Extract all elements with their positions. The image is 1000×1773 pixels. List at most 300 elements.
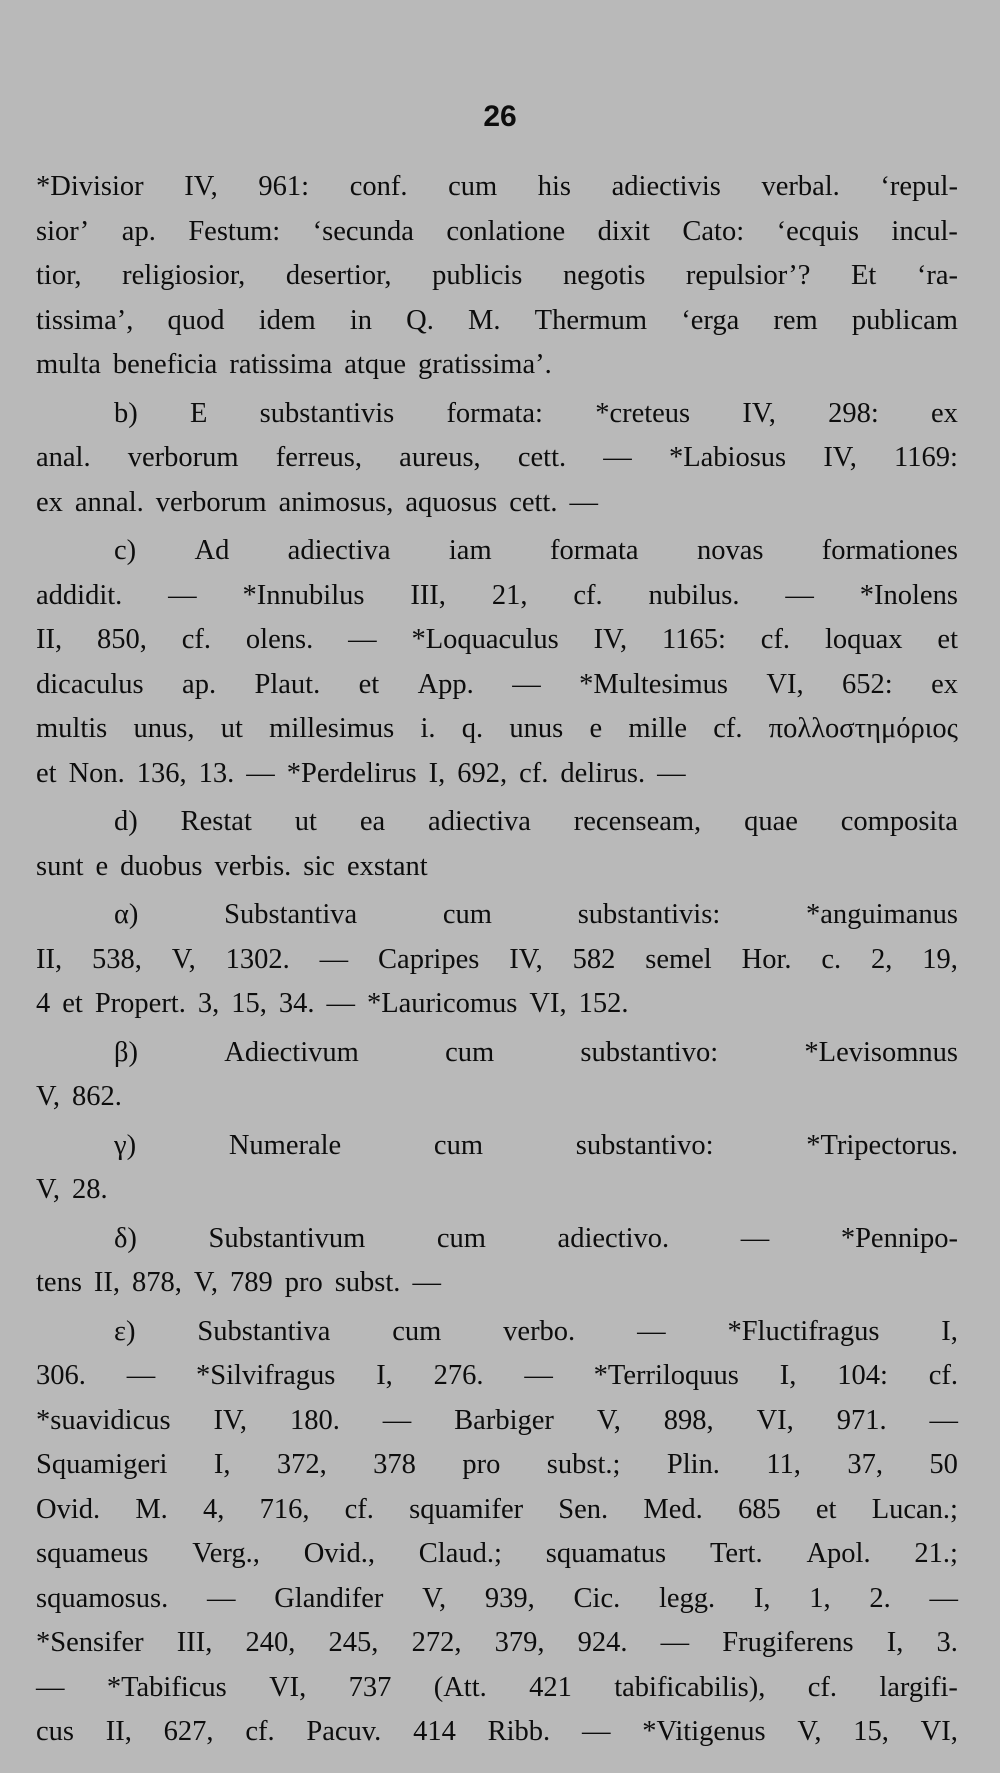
text-word: Frugiferens <box>722 1627 854 1658</box>
text-word: Plaut. <box>254 668 321 700</box>
text-word: cett. <box>509 486 558 518</box>
text-word: 37, <box>847 1449 883 1480</box>
text-word: dixit <box>597 215 650 247</box>
text-line <box>36 436 958 481</box>
text-word: Tert. <box>709 1538 763 1569</box>
text-word: publicis <box>432 260 523 291</box>
text-word: Q. <box>406 304 434 336</box>
text-word: tior, <box>36 260 82 291</box>
text-word: 789 <box>229 1267 273 1298</box>
text-word: 13. <box>198 757 235 789</box>
text-word: cum <box>433 1129 483 1161</box>
text-word: 152. <box>578 988 629 1019</box>
text-word: III, <box>410 579 446 611</box>
text-word: formata <box>549 535 639 566</box>
text-word: ap. <box>182 668 217 700</box>
text-word: 4, <box>203 1493 225 1525</box>
text-word: sior’ <box>36 215 90 247</box>
text-body <box>36 165 958 1755</box>
text-line <box>36 663 958 708</box>
text-word: cf. <box>573 579 603 611</box>
text-word: I, <box>376 1360 393 1391</box>
text-word: 372, <box>276 1449 327 1480</box>
text-line <box>36 1354 958 1399</box>
text-word: II, <box>105 1716 132 1747</box>
text-word: et <box>36 757 57 789</box>
text-line <box>36 574 958 619</box>
text-word: *Fluctifragus <box>727 1315 880 1347</box>
text-word: 1302. <box>225 943 290 975</box>
text-word: *Tripectorus. <box>806 1129 958 1161</box>
text-word: γ) <box>114 1129 137 1161</box>
text-word: idem <box>258 304 316 336</box>
text-word: E <box>189 397 208 429</box>
text-word: 306. <box>36 1360 86 1391</box>
text-line <box>36 1075 958 1120</box>
text-word: substantivo: <box>575 1129 714 1161</box>
text-word: pro <box>462 1449 501 1480</box>
text-line <box>36 938 958 983</box>
text-word: Thermum <box>534 304 648 336</box>
text-word: squamatus <box>545 1538 667 1569</box>
text-word: unus <box>509 713 564 744</box>
text-word: Cic. <box>573 1582 621 1614</box>
text-word: recenseam, <box>573 806 702 837</box>
text-line <box>36 1261 958 1306</box>
text-word: quod <box>167 304 225 336</box>
text-word: tabificabilis), <box>614 1671 766 1703</box>
text-word: V, <box>36 1081 61 1112</box>
text-word: Pacuv. <box>306 1716 382 1747</box>
text-word: IV, <box>742 397 776 429</box>
text-word: *Loquaculus <box>411 624 559 655</box>
text-word: substantivis: <box>577 899 721 930</box>
text-word: I, <box>428 757 446 789</box>
text-word: Lucan.; <box>871 1493 958 1525</box>
text-word: cf. <box>760 624 791 655</box>
text-word: *Innubilus <box>242 579 365 611</box>
text-word: legg. <box>658 1582 716 1614</box>
text-line <box>36 529 958 574</box>
text-word: 3. <box>936 1627 958 1658</box>
text-word: 276. <box>433 1360 484 1391</box>
text-word: ‘ecquis <box>776 215 859 247</box>
text-word: I, <box>213 1449 231 1480</box>
text-word: IV, <box>509 943 543 975</box>
text-word: 50 <box>929 1449 958 1480</box>
text-word: Substantiva <box>197 1315 331 1347</box>
text-word: I, <box>779 1360 797 1391</box>
text-word: — <box>660 1627 690 1658</box>
text-word: 4 <box>36 988 51 1019</box>
text-word: novas <box>696 535 764 566</box>
text-word: 19, <box>922 943 958 975</box>
text-line <box>36 392 958 437</box>
text-word: ratissima <box>229 349 333 380</box>
text-word: verbal. <box>761 171 840 202</box>
text-word: ex <box>36 486 63 518</box>
text-word: cus <box>36 1716 74 1747</box>
text-line <box>36 1488 958 1533</box>
text-word: cf. <box>807 1671 837 1703</box>
text-word: semel <box>645 943 712 975</box>
text-word: d) <box>114 806 138 837</box>
text-word: 862. <box>72 1081 122 1112</box>
text-word: ε) <box>114 1315 136 1347</box>
text-word: 34. <box>278 988 315 1019</box>
text-word: aquosus <box>405 486 498 518</box>
text-word: *Tabificus <box>106 1671 227 1703</box>
text-word: VI, <box>756 1404 794 1436</box>
text-word: aureus, <box>399 442 481 473</box>
text-word: iam <box>448 535 492 566</box>
text-word: cum <box>448 171 498 202</box>
text-word: 582 <box>572 943 616 975</box>
text-word: Claud.; <box>418 1538 502 1569</box>
text-word: *creteus <box>595 397 691 429</box>
text-word: 737 <box>348 1671 392 1703</box>
text-word: pro <box>284 1267 323 1298</box>
text-word: rem <box>773 304 818 336</box>
text-line <box>36 893 958 938</box>
text-word: (Att. <box>433 1671 487 1703</box>
text-word: 414 <box>413 1716 456 1747</box>
text-line <box>36 1443 958 1488</box>
text-word: Hor. <box>741 943 792 975</box>
text-word: — <box>319 943 349 975</box>
text-word: V, <box>171 943 196 975</box>
text-word: 15, <box>231 988 267 1019</box>
text-word: tens <box>36 1267 82 1298</box>
text-word: cf. <box>713 713 743 744</box>
text-line <box>36 1621 958 1666</box>
text-word: subst.; <box>546 1449 621 1480</box>
text-word: M. <box>135 1493 168 1525</box>
text-line <box>36 1666 958 1711</box>
text-word: II, <box>36 624 63 655</box>
text-word: ‘ra- <box>916 260 958 291</box>
text-word: sic <box>303 850 335 882</box>
text-word: V, <box>36 1174 61 1205</box>
text-word: VI, <box>529 988 567 1019</box>
text-word: — <box>657 757 686 789</box>
text-word: negotis <box>562 260 646 291</box>
text-word: formationes <box>821 535 958 566</box>
text-word: *suavidicus <box>36 1404 171 1436</box>
text-word: incul- <box>891 215 958 247</box>
text-word: 15, <box>853 1716 889 1747</box>
text-word: cum <box>436 1222 486 1254</box>
text-word: 538, <box>91 943 142 975</box>
text-word: 1165: <box>662 624 726 655</box>
text-word: 180. <box>289 1404 340 1436</box>
text-word: ‘secunda <box>312 215 414 247</box>
text-word: M. <box>468 304 501 336</box>
text-word: 939, <box>484 1582 535 1614</box>
text-word: composita <box>840 806 958 837</box>
text-word: 692, <box>457 757 508 789</box>
text-word: ex <box>931 668 958 700</box>
text-word: cum <box>445 1036 495 1068</box>
text-word: 379, <box>494 1627 545 1658</box>
text-word: Ad <box>194 535 230 566</box>
text-word: conf. <box>349 171 408 202</box>
text-word: — <box>512 668 541 700</box>
text-word: — <box>206 1582 236 1614</box>
text-word: IV, <box>593 624 628 655</box>
text-word: animosus, <box>278 486 394 518</box>
text-word: 850, <box>97 624 147 655</box>
text-word: II, <box>93 1267 121 1298</box>
text-word: 1169: <box>894 442 958 473</box>
text-word: IV, <box>184 171 218 202</box>
text-word: Et <box>850 260 877 291</box>
text-word: unus, <box>133 713 195 744</box>
text-word: — <box>168 579 197 611</box>
text-word: et <box>62 988 83 1019</box>
text-word: *Perdelirus <box>286 757 417 789</box>
text-word: anal. <box>36 442 91 473</box>
text-line <box>36 707 958 752</box>
text-line <box>36 1710 958 1755</box>
text-word: α) <box>114 899 139 930</box>
text-word: *Multesimus <box>579 668 728 700</box>
text-word: ferreus, <box>275 442 362 473</box>
text-word: atque <box>344 349 406 380</box>
text-line <box>36 752 958 797</box>
text-word: 136, <box>136 757 187 789</box>
text-word: — <box>524 1360 553 1391</box>
text-word: tissima’, <box>36 304 134 336</box>
text-line <box>36 481 958 526</box>
text-word: adiectivis <box>611 171 721 202</box>
text-word: dicaculus <box>36 668 144 700</box>
text-word: Numerale <box>228 1129 342 1161</box>
text-word: Propert. <box>94 988 186 1019</box>
text-word: — <box>246 757 275 789</box>
text-line <box>36 210 958 255</box>
text-word: cf. <box>181 624 212 655</box>
text-word: publicam <box>851 304 958 336</box>
text-word: — <box>603 442 632 473</box>
text-word: Cato: <box>682 215 745 247</box>
text-word: — <box>785 579 814 611</box>
text-word: — <box>326 988 355 1019</box>
text-word: squamifer <box>409 1493 524 1525</box>
text-line <box>36 1399 958 1444</box>
text-line <box>36 1124 958 1169</box>
text-word: 878, <box>132 1267 182 1298</box>
text-word: V, <box>193 1267 218 1298</box>
text-word: *Lauricomus <box>366 988 518 1019</box>
text-word: *Levisomnus <box>804 1036 958 1068</box>
text-word: 652: <box>842 668 893 700</box>
text-word: — <box>348 624 377 655</box>
text-word: ea <box>359 806 386 837</box>
text-word: substantivis <box>259 397 395 429</box>
text-word: gratissima’. <box>417 349 552 380</box>
text-word: verborum <box>127 442 239 473</box>
text-word: b) <box>114 397 138 429</box>
text-word: formata: <box>446 397 543 429</box>
text-word: squamosus. <box>36 1582 169 1614</box>
text-word: Ovid. <box>36 1493 101 1525</box>
text-line <box>36 800 958 845</box>
text-word: subst. <box>334 1267 401 1298</box>
text-word: 627, <box>163 1716 214 1747</box>
text-word: et <box>815 1493 837 1525</box>
text-line <box>36 165 958 210</box>
text-word: cf. <box>928 1360 958 1391</box>
text-word: et <box>358 668 380 700</box>
text-word: exstant <box>346 850 428 882</box>
text-word: Sen. <box>558 1493 609 1525</box>
text-word: Glandifer <box>274 1582 384 1614</box>
text-word: Substantivum <box>208 1222 366 1254</box>
text-word: ap. <box>121 215 156 247</box>
text-word: — <box>569 486 598 518</box>
text-word: VI, <box>269 1671 307 1703</box>
text-word: 961: <box>258 171 310 202</box>
text-word: largifi- <box>879 1671 958 1703</box>
text-word: IV, <box>823 442 857 473</box>
text-word: verborum <box>155 486 267 518</box>
page-number: 26 <box>483 100 517 133</box>
text-word: olens. <box>245 624 314 655</box>
text-word: annal. <box>74 486 144 518</box>
text-word: his <box>537 171 572 202</box>
text-word: V, <box>422 1582 447 1614</box>
text-word: — <box>929 1404 958 1436</box>
text-word: verbo. <box>503 1315 576 1347</box>
text-line <box>36 343 958 388</box>
text-word: — <box>740 1222 770 1254</box>
text-word: beneficia <box>112 349 218 380</box>
text-line <box>36 1031 958 1076</box>
text-word: Ovid., <box>303 1538 375 1569</box>
text-word: cf. <box>519 757 549 789</box>
text-word: *Pennipo- <box>840 1222 958 1254</box>
text-word: 924. <box>577 1627 628 1658</box>
text-word: 685 <box>737 1493 781 1525</box>
text-line <box>36 299 958 344</box>
text-word: 378 <box>373 1449 416 1480</box>
text-line <box>36 1532 958 1577</box>
text-word: sunt <box>36 850 84 882</box>
text-word: Festum: <box>188 215 281 247</box>
text-word: *Divisior <box>36 171 144 202</box>
text-word: adiectivo. <box>557 1222 670 1254</box>
text-word: Squamigeri <box>36 1449 168 1480</box>
text-word: — <box>581 1716 611 1747</box>
text-word: 272, <box>411 1627 462 1658</box>
text-line <box>36 845 958 890</box>
text-word: nubilus. <box>648 579 740 611</box>
text-word: 421 <box>529 1671 572 1703</box>
text-word: *Terriloquus <box>593 1360 739 1391</box>
text-word: — <box>929 1582 958 1614</box>
text-word: 3, <box>197 988 220 1019</box>
text-word: conlatione <box>446 215 566 247</box>
text-word: cf. <box>344 1493 374 1525</box>
text-word: multis <box>36 713 108 744</box>
text-word: repulsior’? <box>685 260 811 291</box>
text-word: Med. <box>643 1493 703 1525</box>
text-word: q. <box>461 713 484 744</box>
text-word: quae <box>744 806 798 837</box>
text-word: *Labiosus <box>668 442 787 473</box>
text-word: ‘repul- <box>880 171 958 202</box>
text-word: Verg., <box>192 1538 260 1569</box>
text-word: ‘erga <box>681 304 740 336</box>
text-line <box>36 1217 958 1262</box>
text-word: 240, <box>245 1627 296 1658</box>
text-word: c) <box>114 535 137 566</box>
text-word: 716, <box>259 1493 310 1525</box>
text-word: *Vitigenus <box>642 1716 766 1747</box>
text-word: verbis. <box>214 850 292 882</box>
text-word: VI, <box>766 668 804 700</box>
text-word: 245, <box>328 1627 379 1658</box>
text-line <box>36 982 958 1027</box>
text-word: substantivo: <box>580 1036 719 1068</box>
text-word: — <box>412 1267 441 1298</box>
text-word: millesimus <box>269 713 395 744</box>
text-word: Restat <box>180 806 252 837</box>
text-line <box>36 618 958 663</box>
text-word: 1, <box>809 1582 831 1614</box>
text-word: adiectiva <box>287 535 391 566</box>
text-word: 104: <box>837 1360 888 1391</box>
text-line <box>36 1310 958 1355</box>
text-word: mille <box>628 713 687 744</box>
text-word: III, <box>176 1627 213 1658</box>
text-word: e <box>589 713 603 744</box>
text-word: i. <box>420 713 436 744</box>
text-word: — <box>36 1671 65 1703</box>
text-word: *Sensifer <box>36 1627 144 1658</box>
text-word: App. <box>417 668 474 700</box>
text-word: VI, <box>920 1716 958 1747</box>
text-word: 21.; <box>914 1538 958 1569</box>
text-line <box>36 1168 958 1213</box>
text-word: Ribb. <box>487 1716 551 1747</box>
text-word: 971. <box>836 1404 887 1436</box>
text-word: desertior, <box>285 260 392 291</box>
text-word: *anguimanus <box>805 899 958 930</box>
text-word: 21, <box>491 579 528 611</box>
text-word: squameus <box>36 1538 149 1569</box>
text-line <box>36 1577 958 1622</box>
text-word: duobus <box>120 850 203 882</box>
text-word: delirus. <box>560 757 646 789</box>
text-word: 2. <box>869 1582 891 1614</box>
text-word: 28. <box>72 1174 108 1205</box>
text-word: ut <box>294 806 317 837</box>
text-word: cett. <box>517 442 567 473</box>
text-word: 2, <box>871 943 893 975</box>
text-word: β) <box>114 1036 138 1068</box>
text-word: ut <box>220 713 243 744</box>
text-word: V, <box>596 1404 621 1436</box>
text-word: Non. <box>68 757 125 789</box>
text-word: Barbiger <box>454 1404 554 1436</box>
text-word: multa <box>36 349 101 380</box>
text-word: — <box>382 1404 412 1436</box>
text-word: Adiectivum <box>224 1036 359 1068</box>
text-word: δ) <box>114 1222 137 1254</box>
text-word: et <box>937 624 958 655</box>
